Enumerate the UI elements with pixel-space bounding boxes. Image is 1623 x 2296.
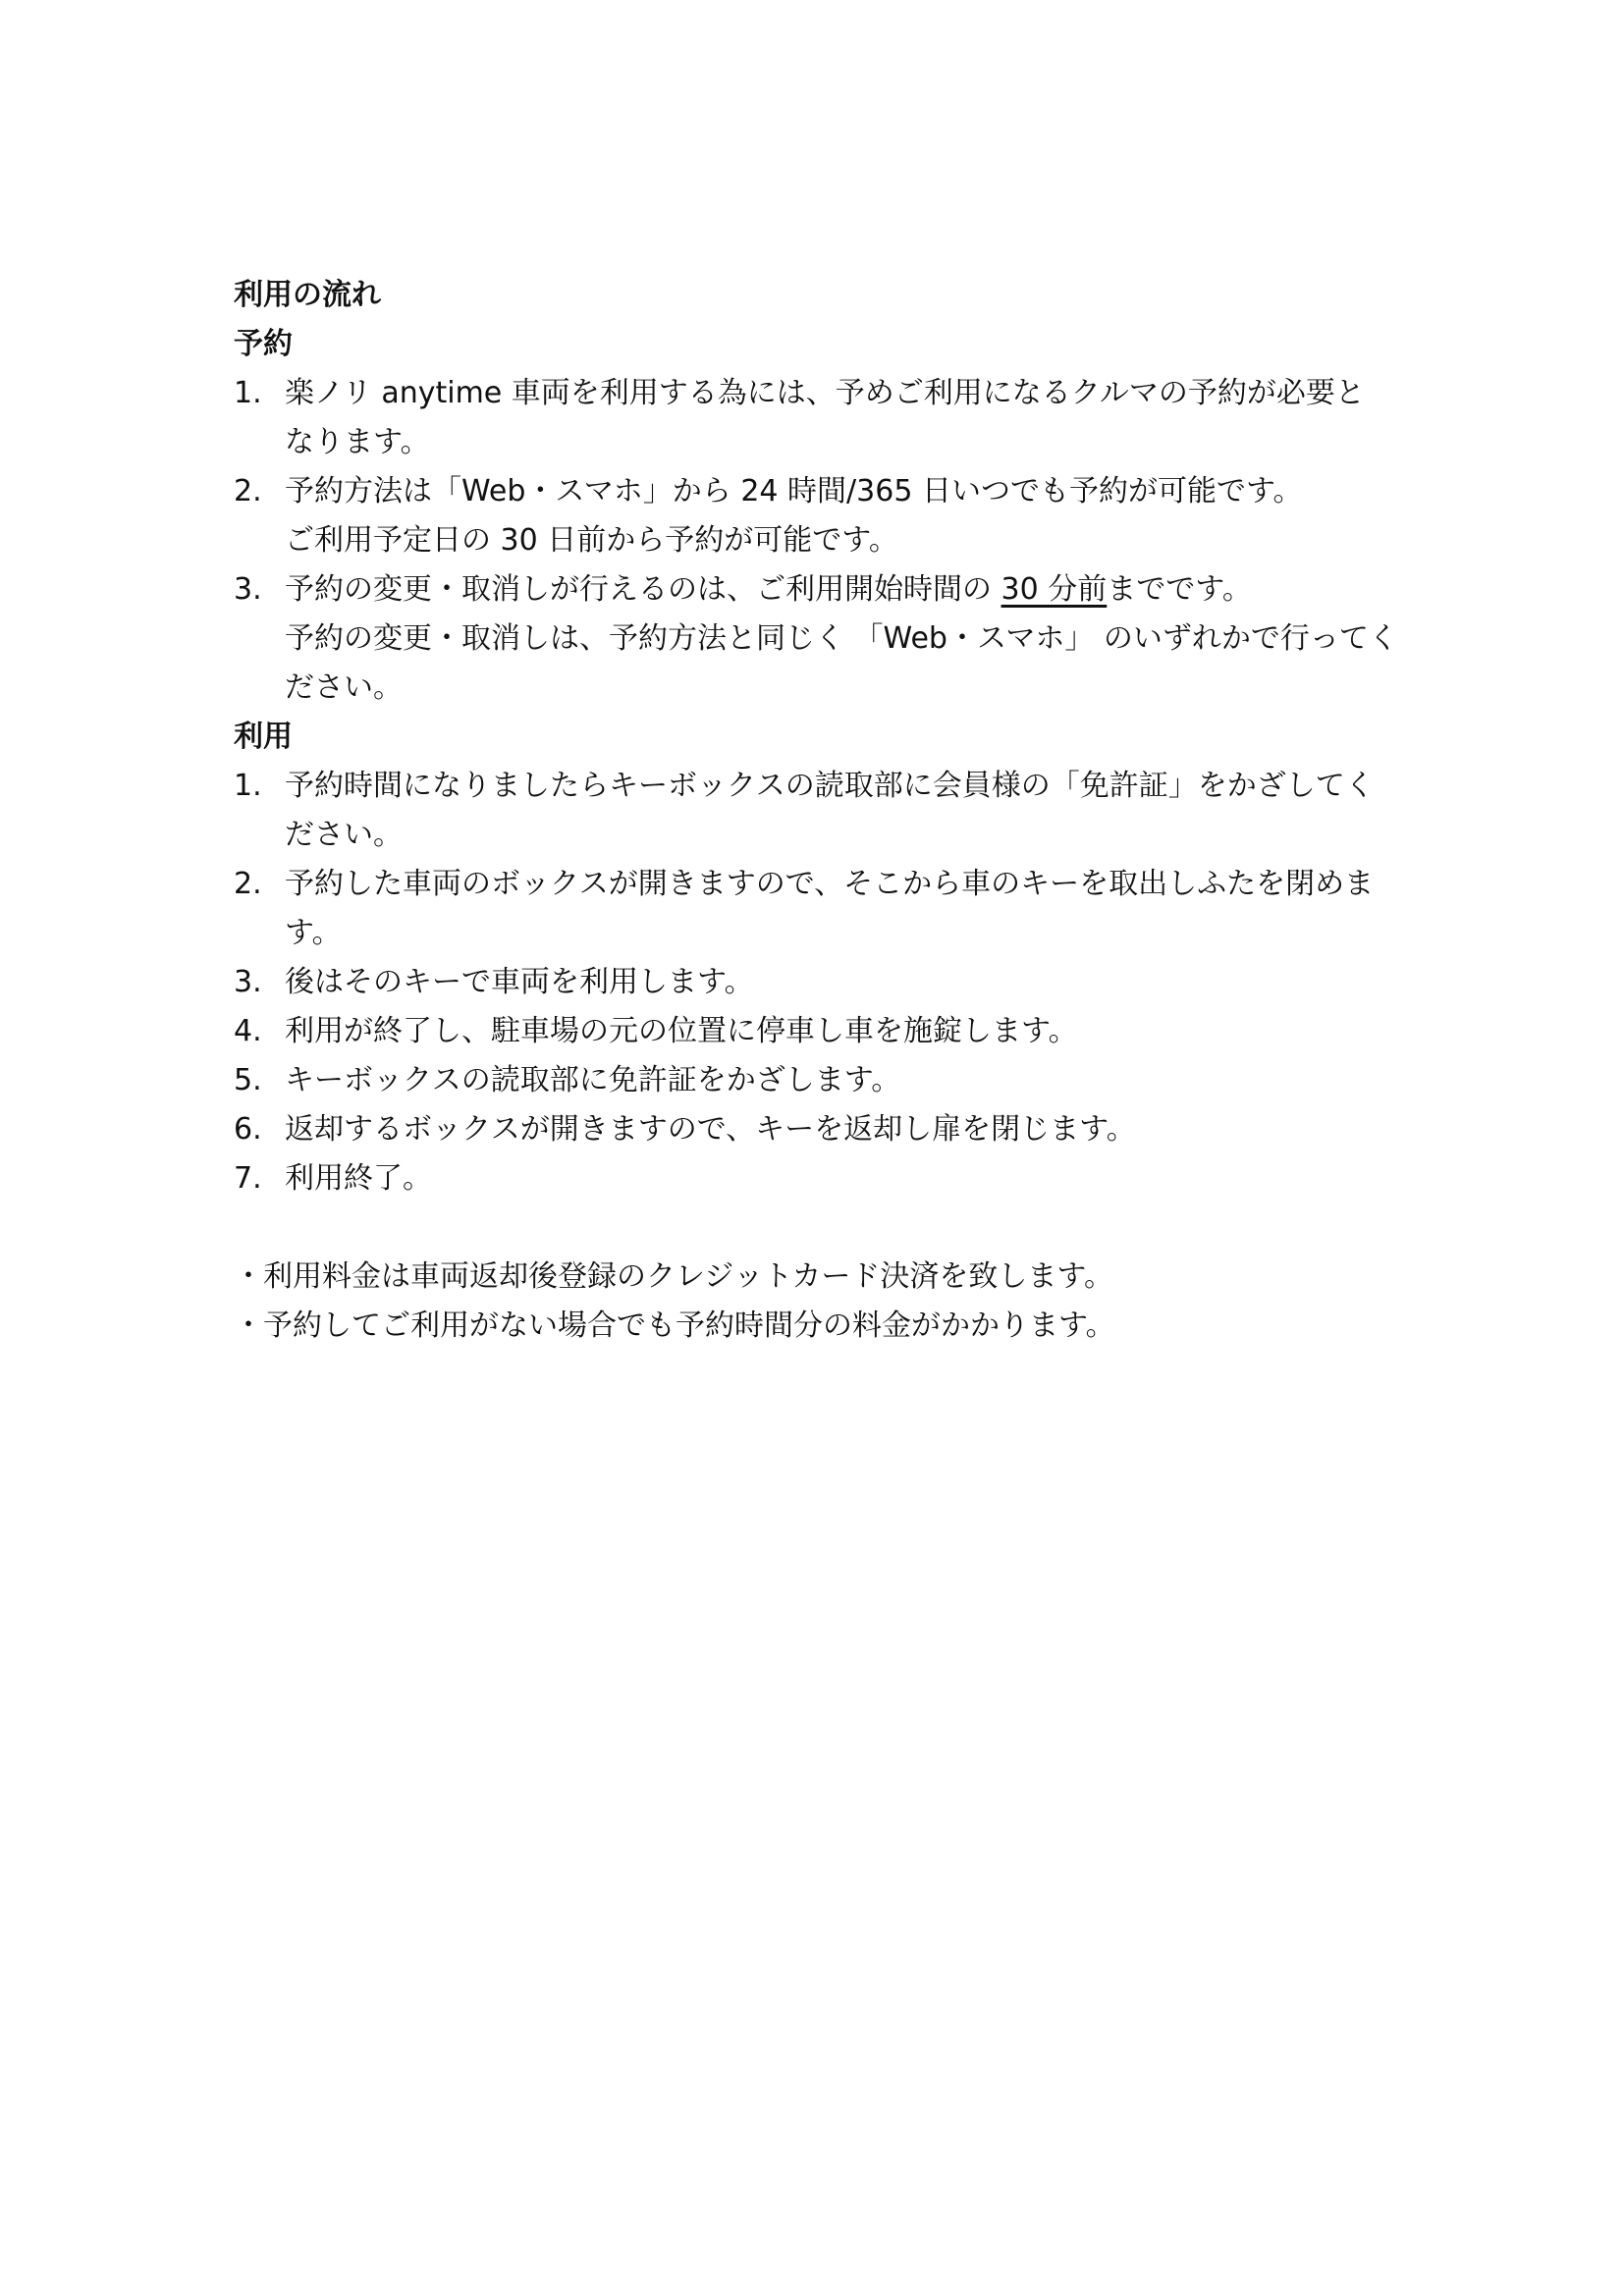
note-no-show-charge: ・予約してご利用がない場合でも予約時間分の料金がかかります。 [234, 1308, 1115, 1343]
blank-line [234, 1203, 1412, 1253]
step-number: 2. [234, 474, 262, 508]
usage-step-6 [234, 1105, 1412, 1154]
section-heading-reservation: 予約 [234, 327, 293, 361]
step-text [285, 860, 1412, 958]
step-line-text: までです。 [1107, 572, 1252, 607]
step-number: 1. [234, 769, 262, 803]
step-text [285, 958, 1412, 1007]
step-text [285, 1007, 1412, 1056]
step-line: 返却するボックスが開きますので、キーを返却し扉を閉じます。 [285, 1112, 1136, 1147]
step-line-text: 予約の変更・取消しが行えるのは、ご利用開始時間の [285, 572, 1001, 607]
step-line: なります。 [285, 425, 430, 459]
usage-step-7 [234, 1154, 1412, 1203]
step-number: 2. [234, 867, 262, 901]
step-number: 4. [234, 1014, 262, 1048]
step-text [285, 1105, 1412, 1154]
step-number: 5. [234, 1063, 262, 1097]
step-text [285, 467, 1412, 565]
step-line: 利用が終了し、駐車場の元の位置に停車し車を施錠します。 [285, 1014, 1078, 1048]
step-text [285, 1056, 1412, 1105]
step-number: 1. [234, 376, 262, 410]
step-text [285, 762, 1412, 860]
note-payment: ・利用料金は車両返却後登録のクレジットカード決済を致します。 [234, 1259, 1113, 1294]
step-line: キーボックスの読取部に免許証をかざします。 [285, 1063, 901, 1097]
step-line: ご利用予定日の 30 日前から予約が可能です。 [285, 523, 898, 558]
step-line: す。 [285, 916, 342, 950]
step-line: ださい。 [285, 818, 403, 852]
reservation-step-3 [234, 565, 1412, 713]
step-text [285, 1154, 1412, 1203]
step-text [285, 565, 1412, 713]
step-line: 利用終了。 [285, 1161, 432, 1196]
step-line: 後はそのキーで車両を利用します。 [285, 965, 754, 999]
step-line: 予約した車両のボックスが開きますので、そこから車のキーを取出しふたを閉めま [285, 867, 1375, 901]
section-heading-usage: 利用 [234, 720, 293, 754]
page-title: 利用の流れ [234, 278, 381, 312]
step-line: 予約方法は「Web・スマホ」から 24 時間/365 日いつでも予約が可能です。 [285, 474, 1303, 508]
document-page [234, 271, 1412, 1351]
step-line [285, 565, 1412, 614]
usage-step-3 [234, 958, 1412, 1007]
usage-step-2 [234, 860, 1412, 958]
step-number: 3. [234, 965, 262, 999]
reservation-step-1 [234, 369, 1412, 467]
step-line: 予約の変更・取消しは、予約方法と同じく 「Web・スマホ」 のいずれかで行ってく [285, 621, 1398, 656]
step-line: 予約時間になりましたらキーボックスの読取部に会員様の「免許証」をかざしてく [285, 769, 1375, 803]
step-text [285, 369, 1412, 467]
step-line: 楽ノリ anytime 車両を利用する為には、予めご利用になるクルマの予約が必要と [285, 376, 1365, 410]
usage-step-1 [234, 762, 1412, 860]
usage-step-4 [234, 1007, 1412, 1056]
reservation-step-2 [234, 467, 1412, 565]
step-number: 6. [234, 1112, 262, 1147]
step-line: ださい。 [285, 670, 403, 705]
step-number: 3. [234, 572, 262, 607]
step-number: 7. [234, 1161, 262, 1196]
usage-step-5 [234, 1056, 1412, 1105]
deadline-underlined-text: 30 分前 [1001, 572, 1108, 607]
